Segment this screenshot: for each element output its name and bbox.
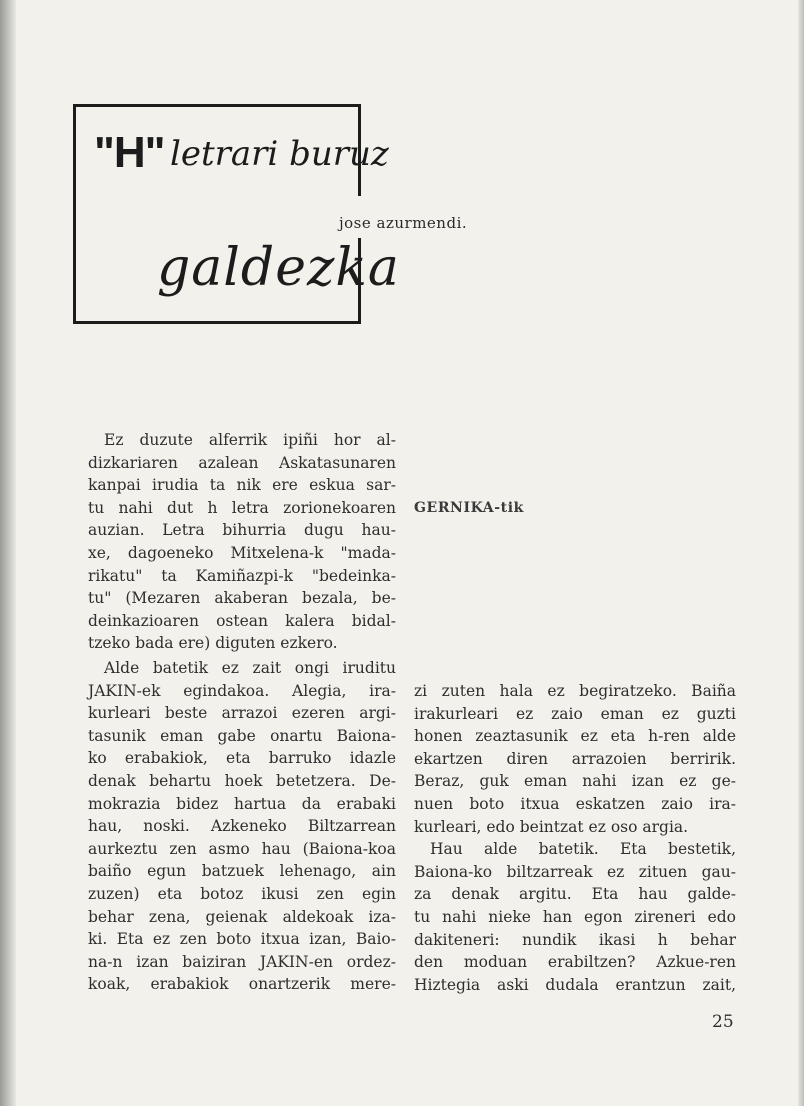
- paragraph-intro: [88, 429, 396, 655]
- text-line: dizkariaren azalean Askatasunaren: [88, 453, 396, 472]
- text-line: za denak argitu. Eta hau galde-: [414, 885, 736, 904]
- text-line: ki. Eta ez zen boto itxua izan, Baio-: [88, 930, 396, 949]
- text-line: tu nahi dut h letra zorionekoaren: [88, 498, 396, 517]
- text-line: ko erabakiok, eta barruko idazle: [88, 749, 396, 768]
- place-label: GERNIKA-tik: [414, 500, 524, 516]
- text-line: Hiztegia aski dudala erantzun zait,: [414, 975, 736, 994]
- text-line: Baiona-ko biltzarreak ez zituen gau-: [414, 862, 736, 881]
- text-line: tu nahi nieke han egon zireneri edo: [414, 907, 736, 926]
- text-line: Beraz, guk eman nahi izan ez ge-: [414, 772, 736, 791]
- text-line: irakurleari ez zaio eman ez guzti: [414, 704, 736, 723]
- text-line: Ez duzute alferrik ipiñi hor al-: [104, 431, 396, 449]
- text-line: zi zuten hala ez begiratzeko. Baiña: [414, 682, 736, 700]
- text-line: baiño egun batzuek lehenago, ain: [88, 862, 396, 881]
- paragraph-left: [88, 657, 396, 996]
- text-line: behar zena, geienak aldekoak iza-: [88, 907, 396, 926]
- text-line: tasunik eman gabe onartu Baiona-: [88, 726, 396, 745]
- page-edge-right: [798, 0, 804, 1106]
- text-line: tzeko bada ere) diguten ezkero.: [88, 634, 338, 653]
- text-line: honen zeaztasunik ez eta h-ren alde: [414, 727, 736, 746]
- paragraph-right: [414, 680, 736, 996]
- text-line: tu" (Mezaren akaberan bezala, be-: [88, 589, 396, 608]
- text-line: auzian. Letra bihurria dugu hau-: [88, 521, 396, 540]
- text-line: mokrazia bidez hartua da erabaki: [88, 794, 396, 813]
- page-number: 25: [712, 1012, 734, 1032]
- title-galdezka: galdezka: [157, 238, 400, 298]
- text-line: den moduan erabiltzen? Azkue-ren: [414, 953, 736, 972]
- text-line: koak, erabakiok onartzerik mere-: [88, 975, 396, 994]
- text-line: JAKIN-ek egindakoa. Alegia, ira-: [88, 681, 396, 700]
- text-line: aurkeztu zen asmo hau (Baiona-koa: [88, 839, 396, 858]
- text-line: kanpai irudia ta nik ere eskua sar-: [88, 476, 396, 495]
- text-line: nuen boto itxua eskatzen zaio ira-: [414, 794, 736, 813]
- text-line: zuzen) eta botoz ikusi zen egin: [88, 884, 396, 903]
- text-line: xe, dagoeneko Mitxelena-k "mada-: [88, 543, 396, 562]
- title-script-line: letrari buruz: [170, 134, 389, 174]
- text-line: denak behartu hoek betetzera. De-: [88, 771, 396, 790]
- text-line: deinkazioaren ostean kalera bidal-: [88, 611, 396, 630]
- text-line: Alde batetik ez zait ongi iruditu: [104, 659, 396, 677]
- text-line: Hau alde batetik. Eta bestetik,: [430, 840, 736, 859]
- text-line: ekartzen diren arrazoien berririk.: [414, 749, 736, 768]
- author-name: jose azurmendi.: [339, 214, 468, 232]
- title-h-letter: "H": [94, 128, 165, 177]
- text-line: hau, noski. Azkeneko Biltzarrean: [88, 817, 396, 836]
- text-line: rikatu" ta Kamiñazpi-k "bedeinka-: [88, 566, 396, 585]
- text-line: dakiteneri: nundik ikasi h behar: [414, 930, 736, 949]
- page-edge-shadow: [0, 0, 16, 1106]
- text-line: kurleari beste arrazoi ezeren argi-: [88, 704, 396, 723]
- text-line: kurleari, edo beintzat ez oso argia.: [414, 817, 689, 836]
- text-line: na-n izan baiziran JAKIN-en ordez-: [88, 952, 396, 971]
